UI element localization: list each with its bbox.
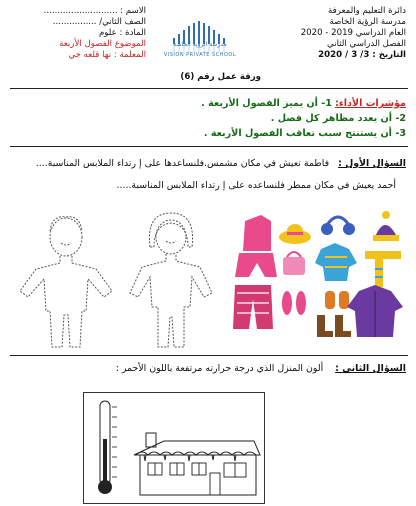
indicators-title: مؤشرات الأداء: [334,98,406,109]
indicators-divider [10,146,408,147]
question-2 [116,363,406,374]
boy-figure-icon [14,207,118,357]
worksheet-number: ورقة عمل رقم (6) [180,72,261,82]
student-info [8,6,146,61]
question-2-label: السؤال الثاني : [335,363,406,374]
question-divider [10,355,408,356]
boy-outline-figure[interactable] [14,207,118,357]
logo-arabic-name: مدرسة الرؤية الخاصة [173,41,227,48]
logo-english-name: VISION PRIVATE SCHOOL [163,52,237,58]
question-1-line-2: أحمد يعيش في مكان ممطر فلنساعده على إ رتداء الملابس المناسبة..... [116,180,396,191]
clothes-icon[interactable] [225,207,411,339]
school-info: دائرة التعليم والمعرفة مدرسة الرؤية الخاصة العام الدراسي 2019 - 2020 الفصل الدراسي الثاني التاريخ : 3/ 3 / 2020 [300,6,406,60]
teacher-label: المعلمة : نها قلعه جي [68,50,146,60]
indicator-1: 1- أن يميز الفصول الأربعة . [201,98,332,109]
header-divider [10,88,408,89]
indicator-3: 3- أن يستنتج سبب تعاقب الفصول الأربعة . [203,128,406,139]
clothing-collage [225,207,411,339]
girl-outline-figure[interactable] [122,207,220,357]
question-1-label: السؤال الأول : [338,158,406,169]
house-thermometer-picture [83,392,265,504]
indicator-2: 2- أن يعدد مظاهر كل فصل . [270,113,406,124]
girl-figure-icon [122,207,220,357]
school-logo [145,14,255,64]
performance-indicators [201,96,406,141]
grade-field[interactable]: الصف الثاني/ ................ [52,17,146,27]
student-name-field[interactable]: الاسم : ........................... [43,6,146,16]
house-icon[interactable] [84,393,264,503]
question-1-line-1: فاطمة تعيش في مكان مشمس.فلنساعدها على إ رتداء الملابس المناسبة.... [35,158,330,169]
subject-label: المادة : علوم [98,28,146,38]
topic-label: الموضوع الفصول الأربعة [59,39,146,49]
question-2-text: ألون المنزل الذي درجة حرارته مرتفعة باللون الأحمر : [115,363,324,374]
question-1 [36,158,406,169]
